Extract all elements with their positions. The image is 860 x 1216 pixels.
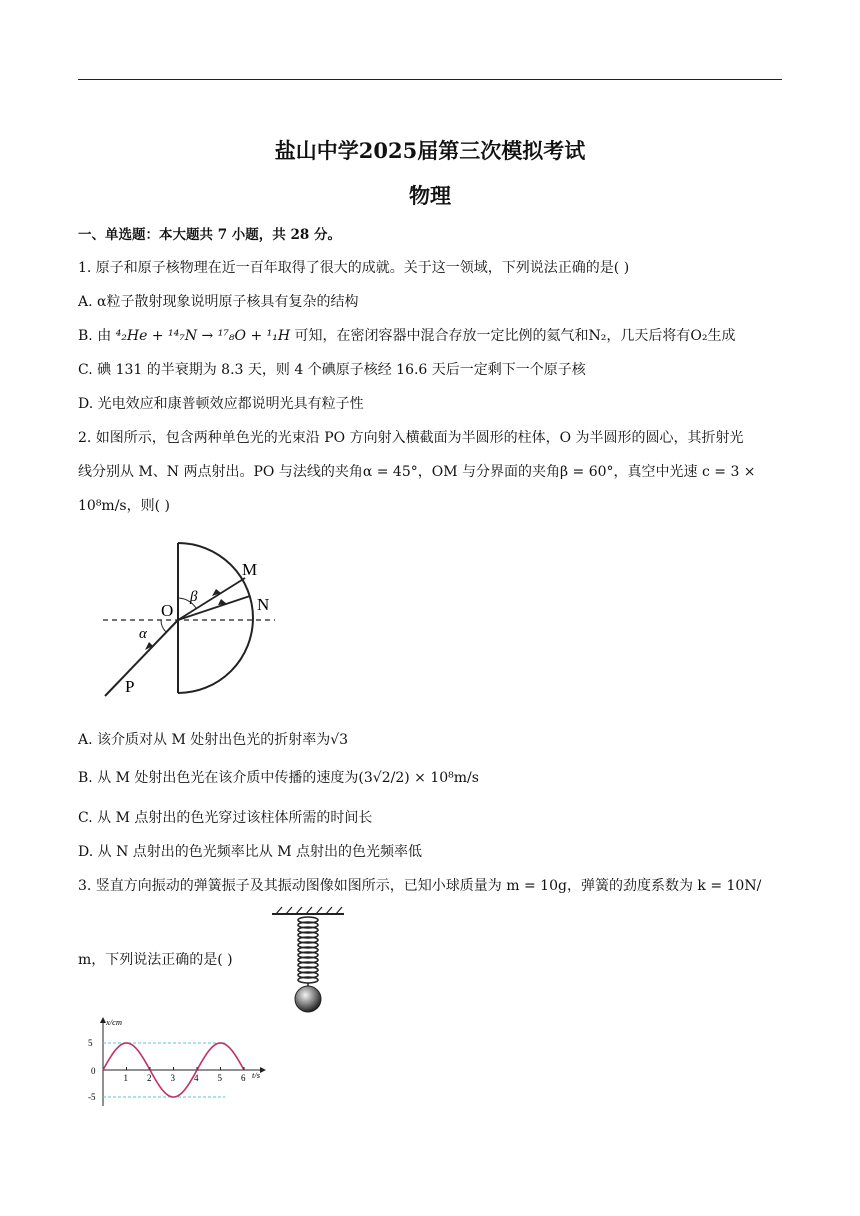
- x-axis-label: t/s: [252, 1070, 261, 1080]
- q1-stem: 1. 原子和原子核物理在近一百年取得了很大的成就。关于这一领域，下列说法正确的是( ): [78, 260, 630, 276]
- ceiling-hatch: [276, 907, 342, 914]
- q1-option-a: A. α粒子散射现象说明原子核具有复杂的结构: [78, 294, 359, 310]
- y-tick-label: 5: [88, 1038, 93, 1048]
- q2-stem-line2: 线分别从 M、N 两点射出。PO 与法线的夹角α = 45°，OM 与分界面的夹角β = 60°，真空中光速 c = 3 ×: [78, 464, 756, 480]
- q2-option-c: C. 从 M 点射出的色光穿过该柱体所需的时间长: [78, 810, 373, 826]
- q3-stem-line1: 3. 竖直方向振动的弹簧振子及其振动图像如图所示，已知小球质量为 m = 10g，弹簧的劲度系数为 k = 10N/: [78, 878, 762, 894]
- q2-option-d: D. 从 N 点射出的色光频率比从 M 点射出的色光频率低: [78, 844, 423, 860]
- q1-option-b-pre: B. 由: [78, 328, 116, 344]
- q3-stem-line2: m，下列说法正确的是( ): [78, 952, 233, 968]
- x-tick-label: 3: [170, 1073, 175, 1083]
- q2-stem-line1: 2. 如图所示，包含两种单色光的光束沿 PO 方向射入横截面为半圆形的柱体，O 为半圆形的圆心，其折射光: [78, 430, 744, 446]
- alpha-arc: [161, 620, 166, 632]
- q2-stem-line3: 10⁸m/s，则( ): [78, 498, 170, 514]
- x-tick-label: 1: [123, 1073, 128, 1083]
- ray-to-M: [178, 578, 245, 620]
- q2-option-b: B. 从 M 处射出色光在该介质中传播的速度为(3√2/2) × 10⁸m/s: [78, 770, 479, 786]
- section-heading: 一、单选题：本大题共 7 小题，共 28 分。: [78, 227, 341, 243]
- ray-N-arrow: [218, 599, 227, 605]
- label-M: M: [242, 560, 258, 579]
- q2-option-a: A. 该介质对从 M 处射出色光的折射率为√3: [78, 732, 349, 748]
- spring-coil: [298, 917, 318, 983]
- ball: [295, 986, 321, 1012]
- y-axis-label: x/cm: [106, 1017, 123, 1027]
- semicircle-refraction-diagram: [95, 538, 295, 708]
- spring-oscillator-figure: [268, 906, 348, 1016]
- x-tick-label: 2: [147, 1073, 152, 1083]
- label-beta: β: [190, 589, 198, 605]
- vibration-graph: [82, 1014, 272, 1110]
- page-title: 盐山中学2025届第三次模拟考试: [274, 138, 586, 163]
- x-axis-arrow: [260, 1067, 266, 1073]
- q1-option-b-post: 可知，在密闭容器中混合存放一定比例的氦气和N₂，几天后将有O₂生成: [290, 328, 736, 344]
- ray-to-N: [178, 596, 250, 620]
- header-rule: [78, 79, 782, 80]
- x-tick-label: 6: [241, 1073, 246, 1083]
- q1-option-b: [78, 326, 736, 346]
- y-tick-label: -5: [88, 1092, 96, 1102]
- x-tick-label: 5: [217, 1073, 222, 1083]
- label-alpha: α: [139, 626, 147, 642]
- q1-option-d: D. 光电效应和康普顿效应都说明光具有粒子性: [78, 396, 364, 412]
- label-O: O: [161, 601, 174, 620]
- q1-nuclear-equation: ⁴₂He + ¹⁴₇N → ¹⁷₈O + ¹₁H: [115, 328, 291, 344]
- subject-title: 物理: [409, 183, 451, 208]
- label-P: P: [125, 677, 135, 696]
- q1-option-c: C. 碘 131 的半衰期为 8.3 天，则 4 个碘原子核经 16.6 天后一定剩下一个原子核: [78, 362, 586, 378]
- label-N: N: [257, 595, 270, 614]
- origin-label: 0: [91, 1066, 96, 1076]
- x-tick-label: 4: [194, 1073, 199, 1083]
